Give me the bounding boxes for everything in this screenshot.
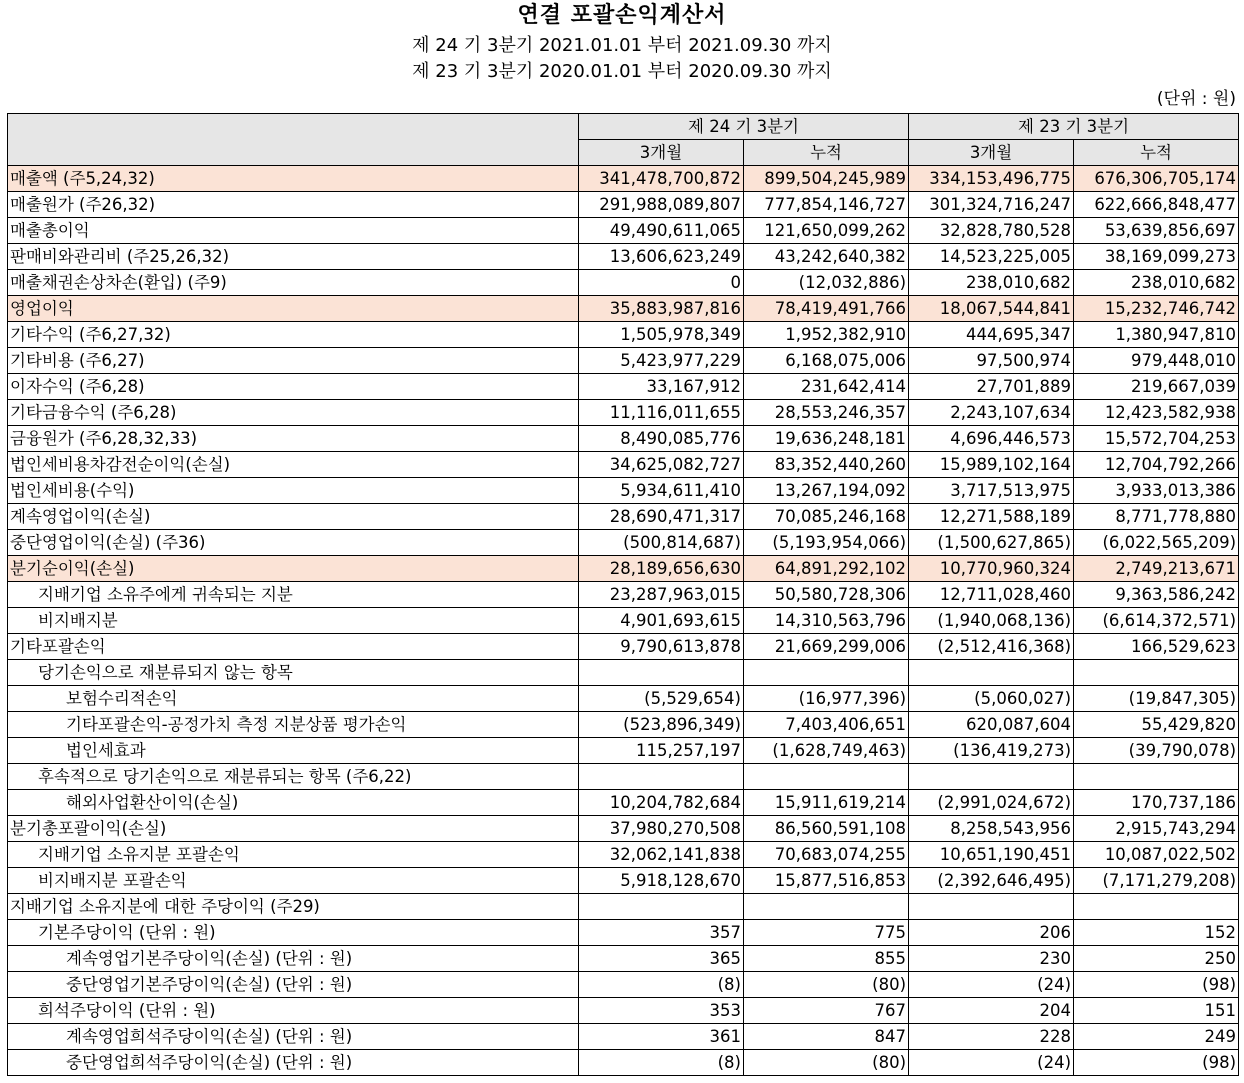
value-cell: 777,854,146,727: [744, 192, 909, 218]
value-cell: 249: [1074, 1024, 1239, 1050]
value-cell: 353: [579, 998, 744, 1024]
value-cell: 8,258,543,956: [909, 816, 1074, 842]
value-cell: 620,087,604: [909, 712, 1074, 738]
sub-header-prior-cum: 누적: [1074, 140, 1239, 166]
value-cell: 1,505,978,349: [579, 322, 744, 348]
value-cell: 28,553,246,357: [744, 400, 909, 426]
value-cell: 86,560,591,108: [744, 816, 909, 842]
value-cell: 676,306,705,174: [1074, 166, 1239, 192]
value-cell: 231,642,414: [744, 374, 909, 400]
value-cell: 170,737,186: [1074, 790, 1239, 816]
table-row: [8, 816, 1239, 842]
table-row: [8, 426, 1239, 452]
table-row: [8, 790, 1239, 816]
value-cell: [909, 764, 1074, 790]
value-cell: 7,403,406,651: [744, 712, 909, 738]
value-cell: (2,392,646,495): [909, 868, 1074, 894]
value-cell: 5,918,128,670: [579, 868, 744, 894]
value-cell: (24): [909, 1050, 1074, 1076]
value-cell: 5,423,977,229: [579, 348, 744, 374]
row-label: 매출액 (주5,24,32): [8, 166, 579, 192]
value-cell: 70,085,246,168: [744, 504, 909, 530]
value-cell: 10,651,190,451: [909, 842, 1074, 868]
row-label: 기본주당이익 (단위 : 원): [8, 920, 579, 946]
table-row: [8, 842, 1239, 868]
value-cell: (98): [1074, 972, 1239, 998]
value-cell: 14,523,225,005: [909, 244, 1074, 270]
row-label: 분기순이익(손실): [8, 556, 579, 582]
table-row: [8, 348, 1239, 374]
row-label: 기타금융수익 (주6,28): [8, 400, 579, 426]
row-label: 법인세효과: [8, 738, 579, 764]
value-cell: (19,847,305): [1074, 686, 1239, 712]
value-cell: 27,701,889: [909, 374, 1074, 400]
value-cell: 18,067,544,841: [909, 296, 1074, 322]
value-cell: (80): [744, 1050, 909, 1076]
value-cell: [909, 894, 1074, 920]
table-row: [8, 1024, 1239, 1050]
row-label: 이자수익 (주6,28): [8, 374, 579, 400]
table-row: [8, 608, 1239, 634]
value-cell: (98): [1074, 1050, 1239, 1076]
table-row: [8, 504, 1239, 530]
row-label: 후속적으로 당기손익으로 재분류되는 항목 (주6,22): [8, 764, 579, 790]
value-cell: 15,232,746,742: [1074, 296, 1239, 322]
value-cell: 238,010,682: [909, 270, 1074, 296]
row-label: 법인세비용차감전순이익(손실): [8, 452, 579, 478]
value-cell: 64,891,292,102: [744, 556, 909, 582]
row-label: 판매비와관리비 (주25,26,32): [8, 244, 579, 270]
value-cell: 97,500,974: [909, 348, 1074, 374]
table-row: [8, 738, 1239, 764]
value-cell: [909, 660, 1074, 686]
statement-body: [8, 166, 1239, 1076]
row-label: 당기손익으로 재분류되지 않는 항목: [8, 660, 579, 686]
value-cell: 38,169,099,273: [1074, 244, 1239, 270]
value-cell: 28,189,656,630: [579, 556, 744, 582]
table-row: [8, 634, 1239, 660]
table-row: [8, 452, 1239, 478]
value-cell: 2,243,107,634: [909, 400, 1074, 426]
value-cell: (5,193,954,066): [744, 530, 909, 556]
value-cell: 204: [909, 998, 1074, 1024]
value-cell: (2,512,416,368): [909, 634, 1074, 660]
value-cell: 15,911,619,214: [744, 790, 909, 816]
value-cell: 15,989,102,164: [909, 452, 1074, 478]
row-label: 계속영업기본주당이익(손실) (단위 : 원): [8, 946, 579, 972]
label-column-header: [8, 114, 579, 166]
row-label: 금융원가 (주6,28,32,33): [8, 426, 579, 452]
row-label: 기타비용 (주6,27): [8, 348, 579, 374]
value-cell: [744, 660, 909, 686]
value-cell: 37,980,270,508: [579, 816, 744, 842]
value-cell: 70,683,074,255: [744, 842, 909, 868]
value-cell: [1074, 894, 1239, 920]
value-cell: (523,896,349): [579, 712, 744, 738]
income-statement-table: [7, 113, 1239, 1076]
row-label: 기타수익 (주6,27,32): [8, 322, 579, 348]
value-cell: (1,500,627,865): [909, 530, 1074, 556]
table-row: [8, 920, 1239, 946]
table-row: [8, 296, 1239, 322]
table-row: [8, 374, 1239, 400]
value-cell: 365: [579, 946, 744, 972]
value-cell: 115,257,197: [579, 738, 744, 764]
value-cell: (8): [579, 972, 744, 998]
value-cell: 206: [909, 920, 1074, 946]
value-cell: 5,934,611,410: [579, 478, 744, 504]
row-label: 해외사업환산이익(손실): [8, 790, 579, 816]
row-label: 매출원가 (주26,32): [8, 192, 579, 218]
table-row: [8, 556, 1239, 582]
value-cell: 34,625,082,727: [579, 452, 744, 478]
value-cell: 13,606,623,249: [579, 244, 744, 270]
value-cell: 152: [1074, 920, 1239, 946]
value-cell: 23,287,963,015: [579, 582, 744, 608]
period-header-prior: 제 23 기 3분기: [909, 114, 1239, 140]
table-row: [8, 868, 1239, 894]
table-row: [8, 400, 1239, 426]
value-cell: 444,695,347: [909, 322, 1074, 348]
value-cell: 622,666,848,477: [1074, 192, 1239, 218]
value-cell: [744, 764, 909, 790]
table-row: [8, 712, 1239, 738]
value-cell: (6,614,372,571): [1074, 608, 1239, 634]
value-cell: 14,310,563,796: [744, 608, 909, 634]
sub-header-current-3m: 3개월: [579, 140, 744, 166]
value-cell: 4,901,693,615: [579, 608, 744, 634]
value-cell: 291,988,089,807: [579, 192, 744, 218]
value-cell: 15,877,516,853: [744, 868, 909, 894]
value-cell: 166,529,623: [1074, 634, 1239, 660]
period-header-current: 제 24 기 3분기: [579, 114, 909, 140]
value-cell: 33,167,912: [579, 374, 744, 400]
row-label: 계속영업희석주당이익(손실) (단위 : 원): [8, 1024, 579, 1050]
value-cell: 4,696,446,573: [909, 426, 1074, 452]
sub-header-current-cum: 누적: [744, 140, 909, 166]
value-cell: 775: [744, 920, 909, 946]
value-cell: 43,242,640,382: [744, 244, 909, 270]
row-label: 중단영업희석주당이익(손실) (단위 : 원): [8, 1050, 579, 1076]
table-row: [8, 218, 1239, 244]
value-cell: (8): [579, 1050, 744, 1076]
table-row: [8, 764, 1239, 790]
value-cell: 3,717,513,975: [909, 478, 1074, 504]
value-cell: 28,690,471,317: [579, 504, 744, 530]
value-cell: [579, 660, 744, 686]
value-cell: 49,490,611,065: [579, 218, 744, 244]
value-cell: 1,380,947,810: [1074, 322, 1239, 348]
value-cell: 12,271,588,189: [909, 504, 1074, 530]
row-label: 비지배지분: [8, 608, 579, 634]
unit-label: (단위 : 원): [1156, 89, 1236, 109]
value-cell: 35,883,987,816: [579, 296, 744, 322]
value-cell: 2,749,213,671: [1074, 556, 1239, 582]
value-cell: 855: [744, 946, 909, 972]
table-row: [8, 192, 1239, 218]
value-cell: (12,032,886): [744, 270, 909, 296]
value-cell: (500,814,687): [579, 530, 744, 556]
value-cell: 53,639,856,697: [1074, 218, 1239, 244]
value-cell: 8,771,778,880: [1074, 504, 1239, 530]
value-cell: 334,153,496,775: [909, 166, 1074, 192]
value-cell: 899,504,245,989: [744, 166, 909, 192]
table-row: [8, 660, 1239, 686]
value-cell: 767: [744, 998, 909, 1024]
value-cell: 9,790,613,878: [579, 634, 744, 660]
value-cell: (16,977,396): [744, 686, 909, 712]
value-cell: 11,116,011,655: [579, 400, 744, 426]
value-cell: 1,952,382,910: [744, 322, 909, 348]
value-cell: 238,010,682: [1074, 270, 1239, 296]
row-label: 중단영업기본주당이익(손실) (단위 : 원): [8, 972, 579, 998]
value-cell: [579, 894, 744, 920]
value-cell: 0: [579, 270, 744, 296]
value-cell: (5,060,027): [909, 686, 1074, 712]
value-cell: 250: [1074, 946, 1239, 972]
table-row: [8, 270, 1239, 296]
table-row: [8, 972, 1239, 998]
sub-header-prior-3m: 3개월: [909, 140, 1074, 166]
value-cell: [1074, 660, 1239, 686]
value-cell: 19,636,248,181: [744, 426, 909, 452]
value-cell: 2,915,743,294: [1074, 816, 1239, 842]
period-prior: 제 23 기 3분기 2020.01.01 부터 2020.09.30 까지: [412, 61, 832, 82]
row-label: 지배기업 소유지분 포괄손익: [8, 842, 579, 868]
value-cell: 50,580,728,306: [744, 582, 909, 608]
value-cell: (1,628,749,463): [744, 738, 909, 764]
value-cell: (5,529,654): [579, 686, 744, 712]
row-label: 기타포괄손익-공정가치 측정 지분상품 평가손익: [8, 712, 579, 738]
value-cell: 9,363,586,242: [1074, 582, 1239, 608]
value-cell: 55,429,820: [1074, 712, 1239, 738]
value-cell: 301,324,716,247: [909, 192, 1074, 218]
value-cell: 357: [579, 920, 744, 946]
value-cell: 979,448,010: [1074, 348, 1239, 374]
value-cell: 219,667,039: [1074, 374, 1239, 400]
table-row: [8, 946, 1239, 972]
table-row: [8, 322, 1239, 348]
value-cell: 32,828,780,528: [909, 218, 1074, 244]
value-cell: 10,204,782,684: [579, 790, 744, 816]
value-cell: 32,062,141,838: [579, 842, 744, 868]
value-cell: (1,940,068,136): [909, 608, 1074, 634]
statement-header: [0, 0, 1244, 113]
row-label: 계속영업이익(손실): [8, 504, 579, 530]
value-cell: 3,933,013,386: [1074, 478, 1239, 504]
table-row: [8, 686, 1239, 712]
value-cell: 121,650,099,262: [744, 218, 909, 244]
table-row: [8, 582, 1239, 608]
value-cell: [744, 894, 909, 920]
value-cell: 8,490,085,776: [579, 426, 744, 452]
value-cell: 21,669,299,006: [744, 634, 909, 660]
period-current: 제 24 기 3분기 2021.01.01 부터 2021.09.30 까지: [412, 35, 832, 56]
row-label: 보험수리적손익: [8, 686, 579, 712]
value-cell: 12,704,792,266: [1074, 452, 1239, 478]
table-row: [8, 166, 1239, 192]
row-label: 기타포괄손익: [8, 634, 579, 660]
value-cell: 10,770,960,324: [909, 556, 1074, 582]
header-row-period: [8, 114, 1239, 140]
value-cell: 847: [744, 1024, 909, 1050]
value-cell: (2,991,024,672): [909, 790, 1074, 816]
value-cell: 6,168,075,006: [744, 348, 909, 374]
row-label: 매출채권손상차손(환입) (주9): [8, 270, 579, 296]
row-label: 매출총이익: [8, 218, 579, 244]
value-cell: 230: [909, 946, 1074, 972]
row-label: 법인세비용(수익): [8, 478, 579, 504]
value-cell: 13,267,194,092: [744, 478, 909, 504]
value-cell: 361: [579, 1024, 744, 1050]
value-cell: 228: [909, 1024, 1074, 1050]
row-label: 분기총포괄이익(손실): [8, 816, 579, 842]
table-row: [8, 894, 1239, 920]
value-cell: (24): [909, 972, 1074, 998]
row-label: 지배기업 소유지분에 대한 주당이익 (주29): [8, 894, 579, 920]
value-cell: [579, 764, 744, 790]
value-cell: 12,711,028,460: [909, 582, 1074, 608]
value-cell: [1074, 764, 1239, 790]
table-row: [8, 1050, 1239, 1076]
table-row: [8, 244, 1239, 270]
value-cell: 151: [1074, 998, 1239, 1024]
row-label: 지배기업 소유주에게 귀속되는 지분: [8, 582, 579, 608]
row-label: 영업이익: [8, 296, 579, 322]
table-row: [8, 998, 1239, 1024]
table-row: [8, 530, 1239, 556]
value-cell: 83,352,440,260: [744, 452, 909, 478]
row-label: 비지배지분 포괄손익: [8, 868, 579, 894]
value-cell: 15,572,704,253: [1074, 426, 1239, 452]
row-label: 희석주당이익 (단위 : 원): [8, 998, 579, 1024]
value-cell: (7,171,279,208): [1074, 868, 1239, 894]
value-cell: 78,419,491,766: [744, 296, 909, 322]
value-cell: (136,419,273): [909, 738, 1074, 764]
value-cell: (80): [744, 972, 909, 998]
row-label: 중단영업이익(손실) (주36): [8, 530, 579, 556]
statement-title: 연결 포괄손익계산서: [517, 3, 727, 28]
value-cell: 341,478,700,872: [579, 166, 744, 192]
value-cell: 10,087,022,502: [1074, 842, 1239, 868]
table-row: [8, 478, 1239, 504]
value-cell: (6,022,565,209): [1074, 530, 1239, 556]
value-cell: 12,423,582,938: [1074, 400, 1239, 426]
value-cell: (39,790,078): [1074, 738, 1239, 764]
